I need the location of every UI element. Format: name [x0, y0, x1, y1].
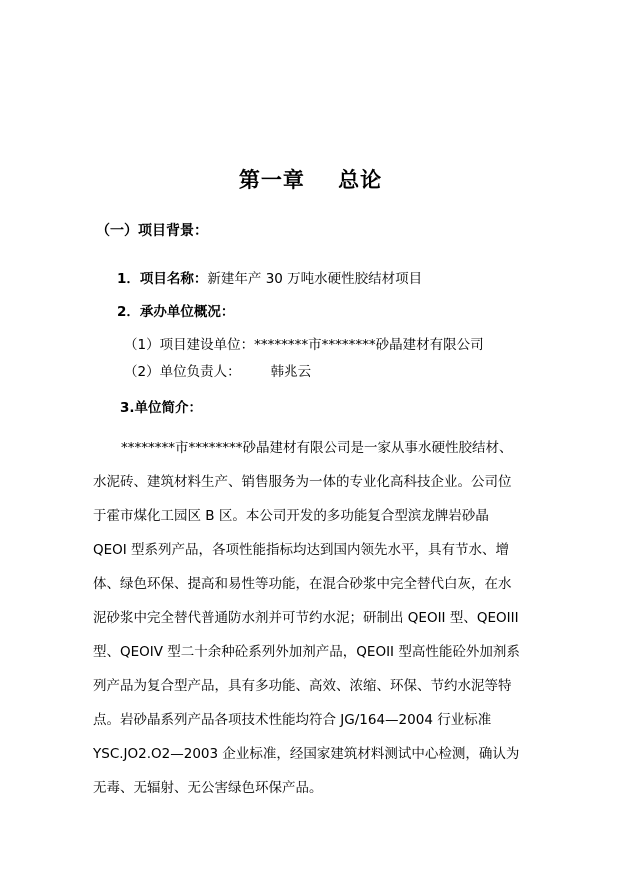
paragraph-line: 点。岩砂晶系列产品各项技术性能均符合 JG/164—2004 行业标准: [93, 712, 492, 728]
item-value: 新建年产 30 万吨水硬性胶结材项目: [207, 271, 423, 287]
subitem-unit-leader: [124, 360, 311, 380]
subitem-value: ********市********砂晶建材有限公司: [254, 337, 484, 353]
paragraph-line: YSC.JO2.O2—2003 企业标准，经国家建筑材料测试中心检测，确认为: [93, 746, 520, 762]
paragraph-line: 水泥砖、建筑材料生产、销售服务为一体的专业化高科技企业。公司位: [93, 474, 512, 490]
chapter-title: 第一章 总论: [238, 168, 383, 192]
item-label: 1．项目名称：: [117, 271, 208, 287]
section-heading: （一）项目背景：: [96, 223, 208, 239]
subitem-construction-unit: [124, 333, 484, 353]
subitem-value: 韩兆云: [270, 364, 312, 380]
item-label: 2．承办单位概况：: [117, 304, 235, 320]
paragraph-line: 体、绿色环保、提高和易性等功能，在混合砂浆中完全替代白灰，在水: [93, 576, 512, 592]
paragraph-line: QEOI 型系列产品，各项性能指标均达到国内领先水平，具有节水、增: [93, 542, 510, 558]
item-organizer-overview: [117, 300, 234, 320]
subitem-label: （2）单位负责人：: [124, 364, 241, 380]
paragraph-line: 于霍市煤化工园区 B 区。本公司开发的多功能复合型滨龙牌岩砂晶: [93, 508, 489, 524]
paragraph-line: 型、QEOIV 型二十余种砼系列外加剂产品，QEOII 型高性能砼外加剂系: [93, 644, 520, 660]
paragraph-line: 泥砂浆中完全替代普通防水剂并可节约水泥；研制出 QEOII 型、QEOIII: [93, 610, 519, 626]
item-label: 3.单位简介：: [120, 400, 203, 416]
paragraph-line: ********市********砂晶建材有限公司是一家从事水硬性胶结材、: [121, 440, 513, 456]
paragraph-line: 列产品为复合型产品，具有多功能、高效、浓缩、环保、节约水泥等特: [93, 678, 512, 694]
item-project-name: [117, 267, 422, 287]
paragraph-line: 无毒、无辐射、无公害绿色环保产品。: [93, 780, 323, 796]
item-unit-introduction: [120, 396, 202, 416]
subitem-label: （1）项目建设单位：: [124, 337, 255, 353]
